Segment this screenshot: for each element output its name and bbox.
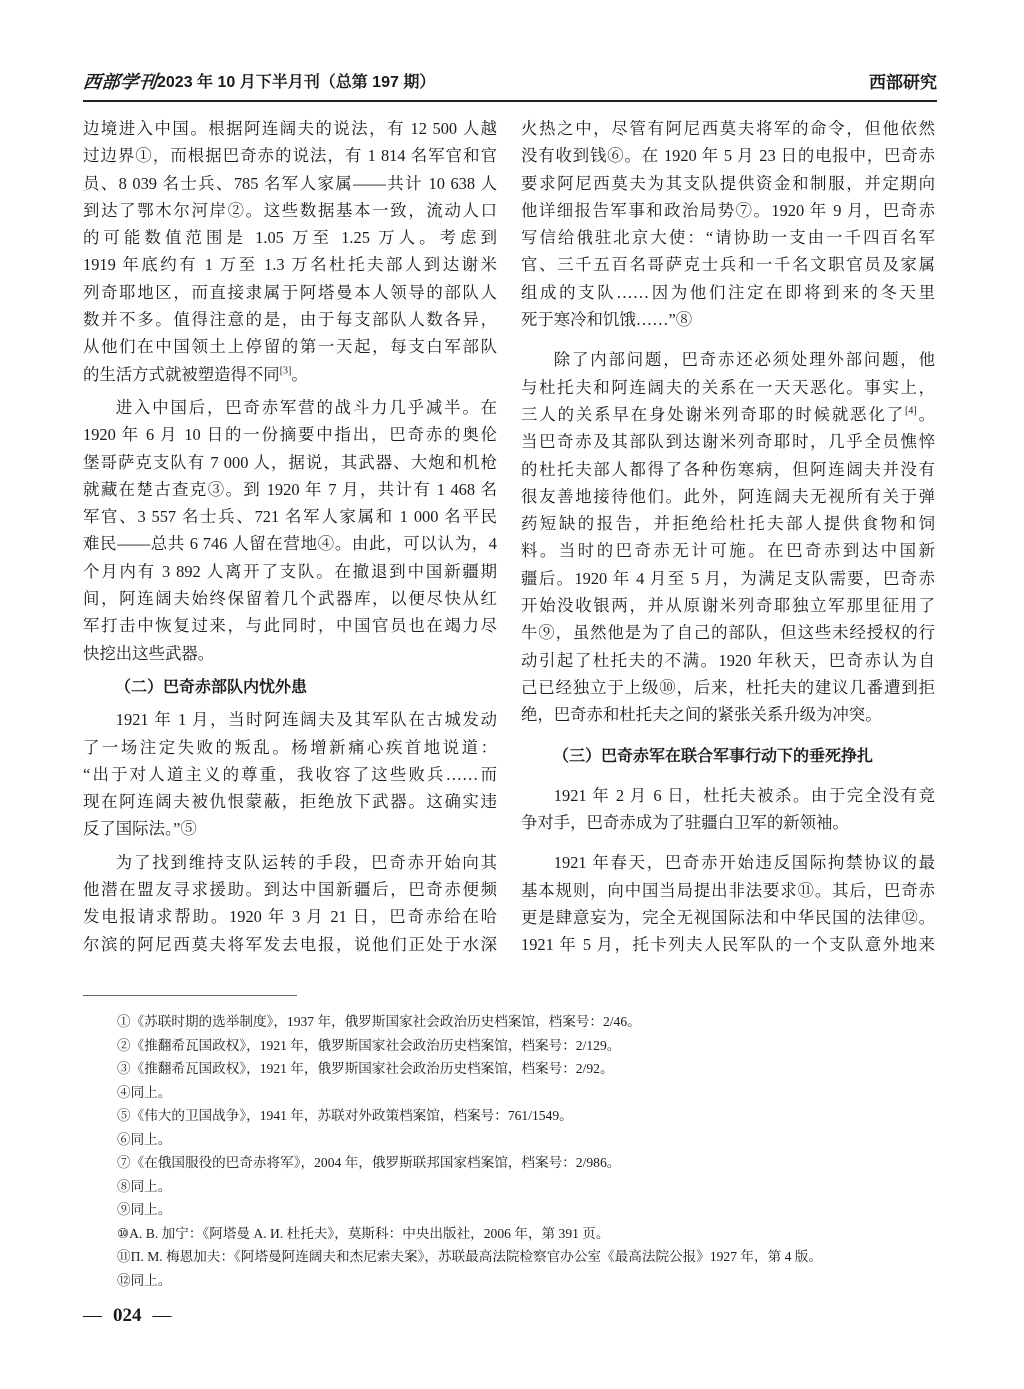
paragraph xyxy=(521,849,935,958)
text-line: 的可能数值范围是 1.05 万至 1.25 万人。考虑到 xyxy=(83,228,497,248)
text-line: 到达了鄂木尔河岸②。这些数据基本一致，流动人口 xyxy=(83,200,497,220)
text-line: 官、三千五百名哥萨克士兵和一千名文职官员及家属 xyxy=(521,255,935,275)
footnote: ②《推翻希瓦国政权》，1921 年，俄罗斯国家社会政治历史档案馆，档案号：2/129。 xyxy=(117,1037,621,1053)
text-line: 除了内部问题，巴奇赤还必须处理外部问题，他 xyxy=(553,350,935,370)
journal-logo: 西部学刊 xyxy=(81,72,159,93)
text-line: 个月内有 3 892 人离开了支队。在撤退到中国新疆期 xyxy=(83,561,497,581)
text-line: 反了国际法。”⑤ xyxy=(83,819,197,839)
text-line: 军打击中恢复过来，与此同时，中国官员也在竭力尽 xyxy=(83,616,497,636)
text-line: 更是肆意妄为，完全无视国际法和中华民国的法律⑫。 xyxy=(521,908,935,928)
text-line: 很友善地接待他们。此外，阿连阔夫无视所有关于弹 xyxy=(521,486,935,506)
footnote: ⑪П. М. 梅恩加夫：《阿塔曼阿连阔夫和杰尼索夫案》，苏联最高法院检察官办公室《最高法院公报》1927 年，第 4 版。 xyxy=(117,1249,822,1264)
text-line: 1921 年 1 月，当时阿连阔夫及其军队在古城发动 xyxy=(115,710,497,730)
text-line: 开始没收银两，并从原谢米列奇耶独立军那里征用了 xyxy=(521,596,935,616)
text-line: 料。当时的巴奇赤无计可施。在巴奇赤到达中国新 xyxy=(521,541,935,561)
header-rule xyxy=(83,100,937,102)
text-line: 疆后。1920 年 4 月至 5 月，为满足支队需要，巴奇赤 xyxy=(521,568,935,588)
text-line: 现在阿连阔夫被仇恨蒙蔽，拒绝放下武器。这确实违 xyxy=(83,792,497,812)
footnote: ③《推翻希瓦国政权》，1921 年，俄罗斯国家社会政治历史档案馆，档案号：2/92。 xyxy=(117,1061,614,1076)
text-line: 药短缺的报告，并拒绝给杜托夫部人提供食物和饲 xyxy=(521,514,935,534)
text-line: 了一场注定失败的叛乱。杨增新痛心疾首地说道： xyxy=(83,737,497,757)
footnote: ①《苏联时期的选举制度》，1937 年，俄罗斯国家社会政治历史档案馆，档案号：2/46。 xyxy=(117,1014,641,1029)
page-footer xyxy=(83,1302,172,1330)
footnote: ④同上。 xyxy=(117,1084,172,1100)
footnote: ⑩A. B. 加宁：《阿塔曼 A. И. 杜托夫》，莫斯科：中央出版社，2006 年，第 391 页。 xyxy=(117,1225,610,1241)
text-line: 没有收到钱⑥。在 1920 年 5 月 23 日的电报中，巴奇赤 xyxy=(521,146,935,166)
text-line: 间，阿连阔夫始终保留着几个武器库，以便尽快从红 xyxy=(83,589,497,609)
paragraph xyxy=(83,115,497,388)
footnote: ⑧同上。 xyxy=(117,1178,172,1194)
reference-marker: [4] xyxy=(905,405,917,417)
text-line xyxy=(521,401,935,428)
text-line: 牛⑨，虽然他是为了自己的部队，但这些未经授权的行 xyxy=(521,623,935,643)
paragraph xyxy=(83,849,497,958)
text-line: 1919 年底约有 1 万至 1.3 万名杜托夫部人到达谢米 xyxy=(83,255,497,275)
text-line: 员、8 039 名士兵、785 名军人家属——共计 10 638 人 xyxy=(83,173,497,193)
text-line: 难民——总共 6 746 人留在营地④。由此，可以认为，4 xyxy=(83,534,497,554)
text-line: 为了找到维持支队运转的手段，巴奇赤开始向其 xyxy=(115,852,497,872)
text-line: 过边界①，而根据巴奇赤的说法，有 1 814 名军官和官 xyxy=(83,146,497,166)
text-line: 他详细报告军事和政治局势⑦。1920 年 9 月，巴奇赤 xyxy=(521,200,935,220)
section-heading: （二）巴奇赤部队内忧外患 xyxy=(115,676,308,696)
paragraph xyxy=(521,782,935,837)
right-column xyxy=(521,115,935,959)
left-column xyxy=(83,115,497,958)
text-line: 基本规则，向中国当局提出非法要求⑪。其后，巴奇赤 xyxy=(521,880,935,900)
footer-dash: — xyxy=(152,1305,172,1326)
text-line: 尔滨的阿尼西莫夫将军发去电报，说他们正处于水深 xyxy=(83,934,497,954)
issue-info: 2023 年 10 月下半月刊（总第 197 期） xyxy=(157,74,436,91)
text-line: 写信给俄驻北京大使：“请协助一支由一千四百名军 xyxy=(521,228,935,248)
paragraph xyxy=(521,115,935,333)
paragraph xyxy=(521,346,935,728)
text-line: 边境进入中国。根据阿连阔夫的说法，有 12 500 人越 xyxy=(83,119,497,138)
footnote: ⑤《伟大的卫国战争》，1941 年，苏联对外政策档案馆，档案号：761/1549。 xyxy=(117,1108,573,1123)
text-line: 的杜托夫部人都得了各种伤寒病，但阿连阔夫并没有 xyxy=(521,459,935,479)
line-text: 的生活方式就被塑造得不同 xyxy=(83,364,280,384)
text-line: 就藏在楚古查克③。到 1920 年 7 月，共计有 1 468 名 xyxy=(83,479,497,499)
text-line: 数并不多。值得注意的是，由于每支部队人数各异， xyxy=(83,310,497,330)
text-line: 火热之中，尽管有阿尼西莫夫将军的命令，但他依然 xyxy=(521,119,935,138)
text-line: 1921 年 2 月 6 日，杜托夫被杀。由于完全没有竞 xyxy=(553,785,935,805)
text-line: 组成的支队……因为他们注定在即将到来的冬天里 xyxy=(521,282,935,302)
footer-dash: — xyxy=(83,1305,102,1326)
section-heading: （三）巴奇赤军在联合军事行动下的垂死挣扎 xyxy=(553,745,874,765)
footnote: ⑥同上。 xyxy=(117,1131,172,1147)
paragraph xyxy=(83,706,497,842)
text-line: 动引起了杜托夫的不满。1920 年秋天，巴奇赤认为自 xyxy=(521,650,935,670)
footnote-rule xyxy=(83,995,297,996)
page-number: 024 xyxy=(113,1305,142,1326)
text-line: 发电报请求帮助。1920 年 3 月 21 日，巴奇赤给在哈 xyxy=(83,907,497,927)
running-header xyxy=(83,71,937,99)
footnote: ⑦《在俄国服役的巴奇赤将军》，2004 年，俄罗斯联邦国家档案馆，档案号：2/986。 xyxy=(117,1155,621,1170)
text-line: 军官、3 557 名士兵、721 名军人家属和 1 000 名平民 xyxy=(83,507,497,527)
text-line: 争对手，巴奇赤成为了驻疆白卫军的新领袖。 xyxy=(521,813,849,833)
text-line: 死于寒冷和饥饿……”⑧ xyxy=(521,310,693,330)
section-title: 西部研究 xyxy=(869,73,937,92)
line-text: 。 xyxy=(916,404,936,424)
line-text: 。 xyxy=(291,364,308,384)
text-line: 绝，巴奇赤和杜托夫之间的紧张关系升级为冲突。 xyxy=(521,705,882,725)
text-line: 从他们在中国领土上停留的第一天起，每支白军部队 xyxy=(83,337,497,357)
text-line: 1921 年春天，巴奇赤开始违反国际拘禁协议的最 xyxy=(553,853,935,873)
footnote: ⑫同上。 xyxy=(117,1272,172,1288)
text-line: 他潜在盟友寻求援助。到达中国新疆后，巴奇赤便频 xyxy=(83,880,497,900)
paragraph xyxy=(83,394,497,667)
line-text: 三人的关系早在身处谢米列奇耶的时候就恶化了 xyxy=(521,404,906,424)
text-line: 列奇耶地区，而直接隶属于阿塔曼本人领导的部队人 xyxy=(83,282,497,302)
text-line: 堡哥萨克支队有 7 000 人，据说，其武器、大炮和机枪 xyxy=(83,452,497,472)
reference-marker: [3] xyxy=(279,365,292,377)
text-line: 要求阿尼西莫夫为其支队提供资金和制服，并定期向 xyxy=(521,173,935,193)
footnotes xyxy=(117,1010,967,1292)
text-line: 1921 年 5 月，托卡列夫人民军队的一个支队意外地来 xyxy=(521,935,935,955)
text-line: “出于对人道主义的尊重，我收容了这些败兵……而 xyxy=(83,764,497,784)
text-line: 与杜托夫和阿连阔夫的关系在一天天恶化。事实上， xyxy=(521,377,935,397)
text-line: 当巴奇赤及其部队到达谢米列奇耶时，几乎全员憔悴 xyxy=(521,432,935,452)
text-line: 己已经独立于上级⑩，后来，杜托夫的建议几番遭到拒 xyxy=(521,677,935,697)
text-line: 进入中国后，巴奇赤军营的战斗力几乎减半。在 xyxy=(115,397,497,417)
text-line: 1920 年 6 月 10 日的一份摘要中指出，巴奇赤的奥伦 xyxy=(83,425,497,445)
text-line xyxy=(83,361,497,388)
text-line: 快挖出这些武器。 xyxy=(83,643,215,663)
footnote: ⑨同上。 xyxy=(117,1202,172,1217)
